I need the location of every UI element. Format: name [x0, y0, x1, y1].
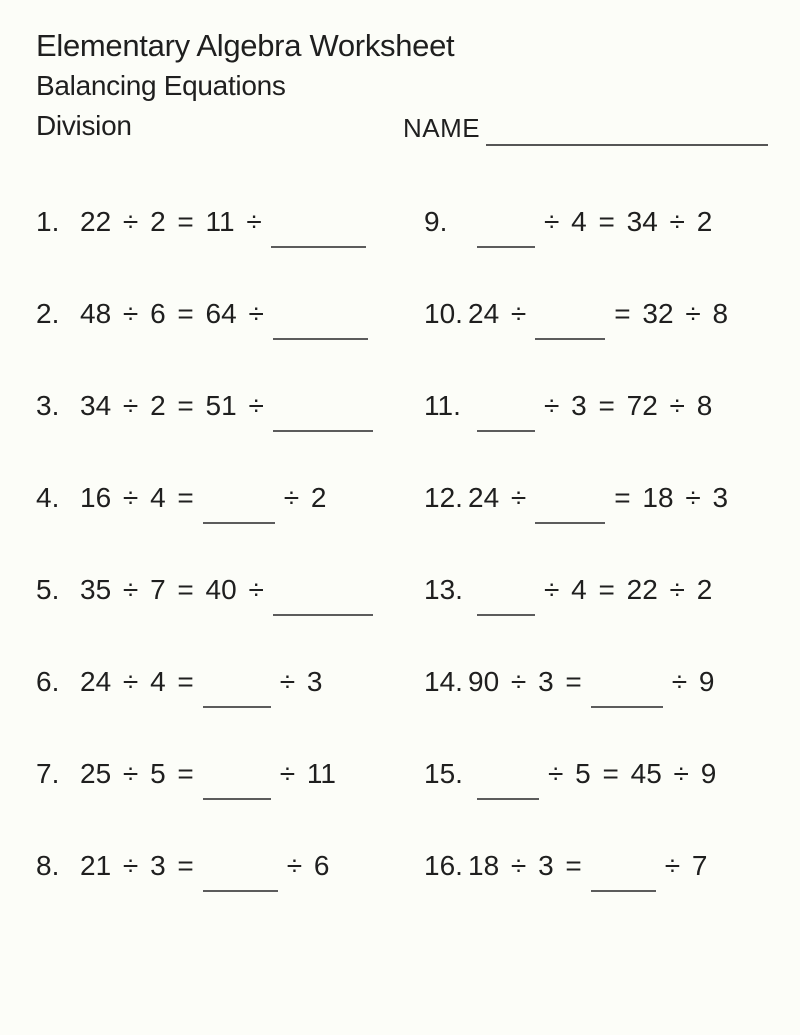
answer-blank[interactable]	[591, 848, 656, 892]
problem-row	[424, 480, 728, 572]
equation-text: 24 ÷	[468, 298, 527, 329]
answer-blank[interactable]	[477, 204, 535, 248]
problem-number: 11.	[424, 390, 461, 421]
problem-row	[424, 296, 728, 388]
equation-text: ÷ 3	[279, 666, 323, 697]
answer-blank[interactable]	[477, 756, 539, 800]
problem-number: 7.	[36, 758, 60, 789]
problem-number: 14.	[424, 666, 463, 697]
answer-blank[interactable]	[203, 664, 271, 708]
problem-row	[36, 572, 424, 664]
answer-blank[interactable]	[273, 296, 368, 340]
worksheet-title: Elementary Algebra Worksheet	[36, 28, 455, 63]
equation-text: ÷ 9	[671, 666, 715, 697]
equation-text: 21 ÷ 3 =	[80, 850, 194, 881]
problem-number: 5.	[36, 574, 60, 605]
equation-text: ÷ 2	[283, 482, 327, 513]
name-label: NAME	[403, 113, 481, 143]
answer-blank[interactable]	[477, 572, 535, 616]
answer-blank[interactable]	[535, 480, 605, 524]
equation-text: ÷ 11	[279, 758, 336, 789]
equation-text: 35 ÷ 7 = 40 ÷	[80, 574, 264, 605]
name-blank-line[interactable]	[486, 112, 768, 146]
problem-number: 10.	[424, 298, 463, 329]
equation-text: ÷ 7	[664, 850, 708, 881]
answer-blank[interactable]	[535, 296, 605, 340]
answer-blank[interactable]	[477, 388, 535, 432]
problem-row	[424, 572, 728, 664]
problem-row	[36, 664, 424, 756]
problems-column-left	[36, 204, 424, 940]
problem-number: 3.	[36, 390, 60, 421]
problem-number: 6.	[36, 666, 60, 697]
answer-blank[interactable]	[271, 204, 366, 248]
equation-text: 48 ÷ 6 = 64 ÷	[80, 298, 264, 329]
problem-row	[36, 848, 424, 940]
problems-area	[36, 204, 728, 940]
equation-text: = 32 ÷ 8	[614, 298, 729, 329]
problem-number: 8.	[36, 850, 60, 881]
equation-text: ÷ 6	[286, 850, 330, 881]
problem-number: 15.	[424, 758, 463, 789]
equation-text: 16 ÷ 4 =	[80, 482, 194, 513]
problem-row	[424, 756, 728, 848]
equation-text: 18 ÷ 3 =	[468, 850, 582, 881]
problem-row	[36, 480, 424, 572]
problem-row	[424, 204, 728, 296]
equation-text: 24 ÷ 4 =	[80, 666, 194, 697]
equation-text: ÷ 3 = 72 ÷ 8	[544, 390, 713, 421]
answer-blank[interactable]	[203, 480, 275, 524]
problem-row	[36, 296, 424, 388]
equation-text: ÷ 4 = 34 ÷ 2	[544, 206, 713, 237]
equation-text: ÷ 5 = 45 ÷ 9	[548, 758, 717, 789]
problem-row	[424, 388, 728, 480]
name-row	[403, 106, 768, 146]
equation-text: 24 ÷	[468, 482, 527, 513]
problem-number: 13.	[424, 574, 463, 605]
answer-blank[interactable]	[273, 388, 373, 432]
worksheet-subtitle: Balancing Equations	[36, 70, 286, 101]
equation-text: 90 ÷ 3 =	[468, 666, 582, 697]
equation-text: 22 ÷ 2 = 11 ÷	[80, 206, 262, 237]
equation-text: ÷ 4 = 22 ÷ 2	[544, 574, 713, 605]
problem-row	[36, 756, 424, 848]
problem-row	[36, 204, 424, 296]
problem-number: 4.	[36, 482, 60, 513]
problem-number: 9.	[424, 206, 448, 237]
equation-text: 34 ÷ 2 = 51 ÷	[80, 390, 264, 421]
answer-blank[interactable]	[203, 756, 271, 800]
answer-blank[interactable]	[273, 572, 373, 616]
problem-number: 12.	[424, 482, 463, 513]
problem-row	[424, 848, 728, 940]
worksheet-topic: Division	[36, 110, 132, 141]
problem-number: 1.	[36, 206, 60, 237]
problem-row	[36, 388, 424, 480]
equation-text: 25 ÷ 5 =	[80, 758, 194, 789]
problem-row	[424, 664, 728, 756]
worksheet-header	[36, 26, 764, 146]
problem-number: 2.	[36, 298, 60, 329]
problems-column-right	[424, 204, 728, 940]
problem-number: 16.	[424, 850, 463, 881]
answer-blank[interactable]	[203, 848, 278, 892]
answer-blank[interactable]	[591, 664, 663, 708]
equation-text: = 18 ÷ 3	[614, 482, 729, 513]
